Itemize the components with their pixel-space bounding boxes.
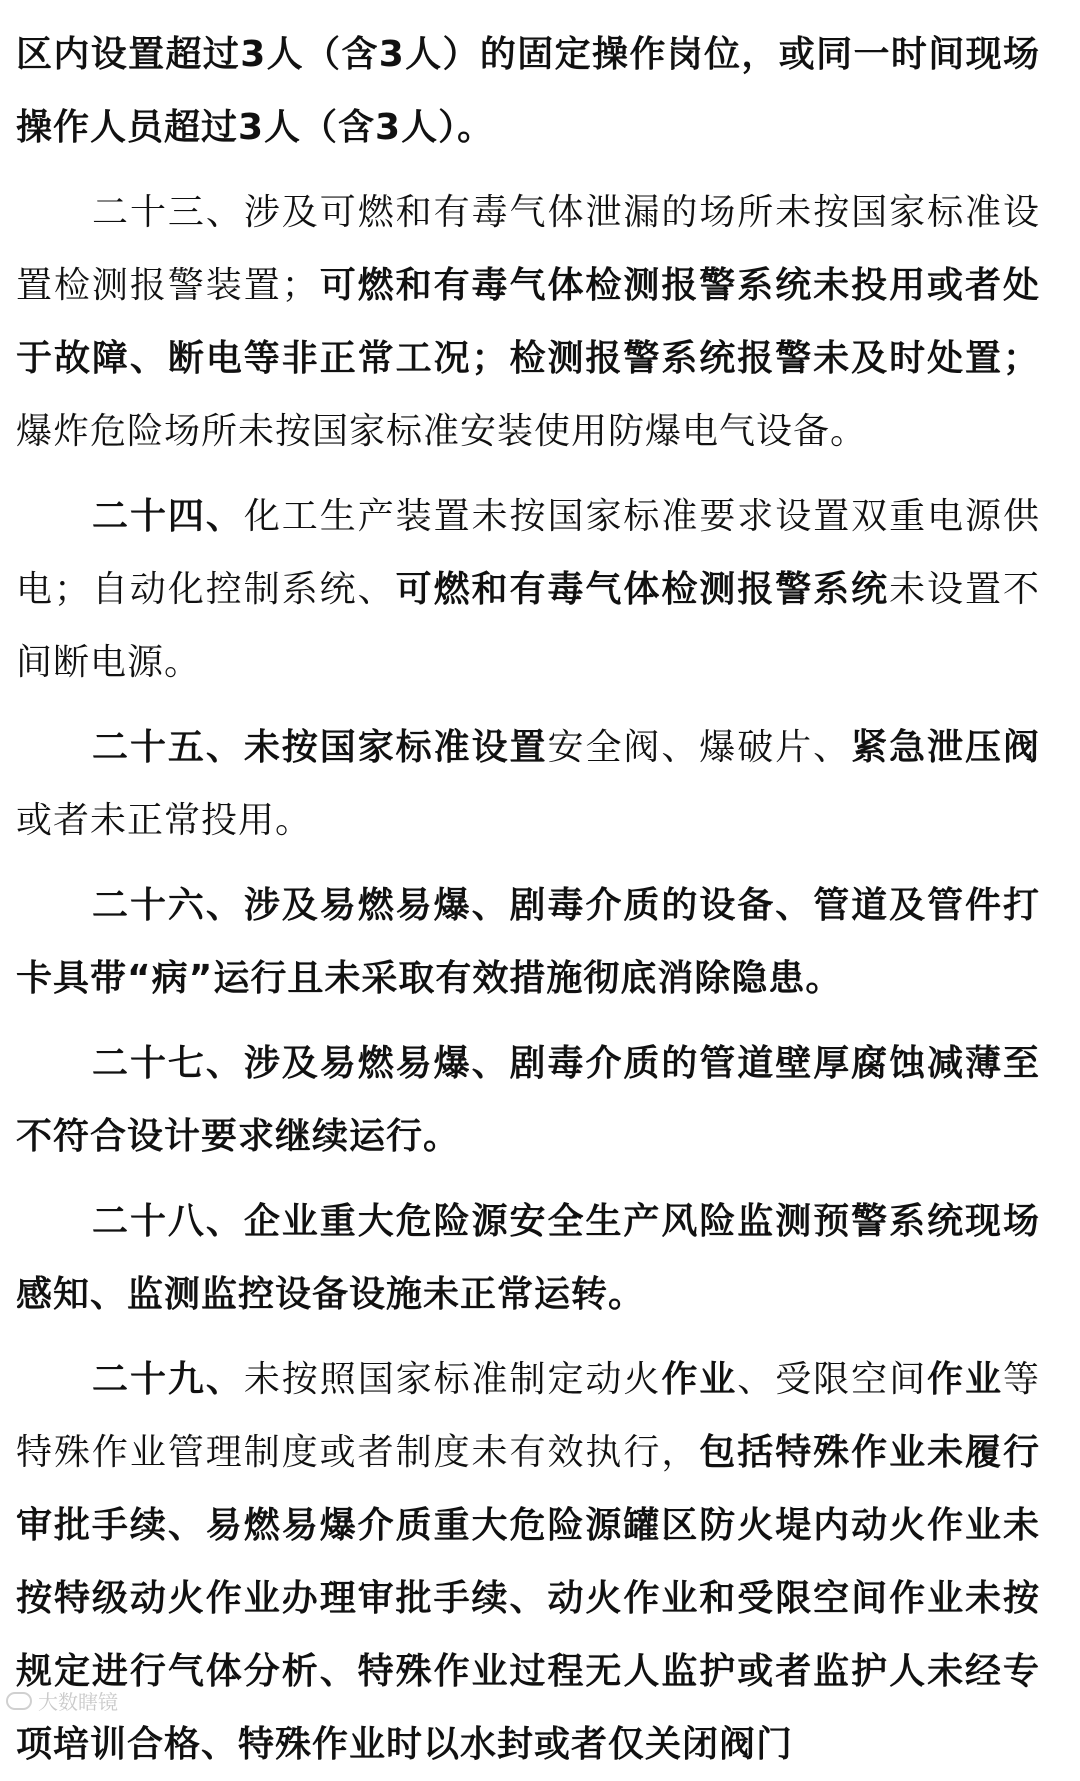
text-run-bold: 二十四、 (92, 496, 244, 537)
text-run-bold: 紧急泄压阀 (851, 727, 1040, 768)
watermark (6, 1686, 118, 1715)
paragraph-item-24 (16, 480, 1040, 699)
paragraph-item-26 (16, 869, 1040, 1015)
paragraph-item-27 (16, 1027, 1040, 1173)
watermark-text: 大数瞎镜 (38, 1690, 118, 1714)
text-run-bold: 二十七、涉及易燃易爆、剧毒介质的管道壁厚腐蚀减薄至不符合设计要求继续运行。 (16, 1043, 1040, 1157)
watermark-logo-icon (6, 1692, 32, 1710)
text-run-bold: 区内设置超过3人（含3人）的固定操作岗位，或同一时间现场操作人员超过3人（含3人）。 (16, 34, 1040, 148)
paragraph-item-25 (16, 711, 1040, 857)
text-run-bold: 二十五、未按国家标准设置 (92, 727, 548, 768)
text-run: 、受限空间 (737, 1359, 928, 1400)
text-run: 或者未正常投用。 (16, 800, 313, 841)
text-run: 安全阀、爆破片、 (547, 727, 852, 768)
text-run-bold: 作业 (661, 1359, 738, 1400)
paragraph-continuation (16, 18, 1040, 164)
text-run: 未按照国家标准制定动火 (243, 1359, 662, 1400)
text-run-bold: 作业 (927, 1359, 1003, 1400)
text-run-bold: 二十八、企业重大危险源安全生产风险监测预警系统现场感知、监测监控设备设施未正常运转。 (16, 1201, 1040, 1315)
paragraph-item-28 (16, 1185, 1040, 1331)
text-run: 未设置不间断电源。 (16, 569, 1040, 683)
text-run-bold: 二十九、 (92, 1359, 244, 1400)
paragraph-item-29 (16, 1343, 1040, 1781)
text-run: 化工生产装置未按国家标准要求设置双重电源供电；自动化控制系统、 (16, 496, 1040, 610)
text-run-bold: 二十六、涉及易燃易爆、剧毒介质的设备、管道及管件打卡具带“病”运行且未采取有效措施彻底消除隐患。 (16, 885, 1040, 999)
text-run: 等特殊作业管理制度或者制度未有效执行， (16, 1359, 1040, 1473)
text-run-bold: 可燃和有毒气体检测报警系统未投用或者处于故障、断电等非正常工况；检测报警系统报警未及时处置； (16, 265, 1040, 379)
paragraph-item-23 (16, 176, 1040, 468)
text-run-bold: 可燃和有毒气体检测报警系统 (395, 569, 890, 610)
text-run-bold: 包括特殊作业未履行审批手续、易燃易爆介质重大危险源罐区防火堤内动火作业未按特级动火作业办理审批手续、动火作业和受限空间作业未按规定进行气体分析、特殊作业过程无人监护或者监护人未经专项培训合格、特殊作业时以水封或者仅关闭阀门 (16, 1432, 1040, 1765)
text-run: 爆炸危险场所未按国家标准安装使用防爆电气设备。 (16, 411, 868, 452)
text-run: 二十三、涉及可燃和有毒气体泄漏的场所未按国家标准设置检测报警装置； (16, 192, 1040, 306)
